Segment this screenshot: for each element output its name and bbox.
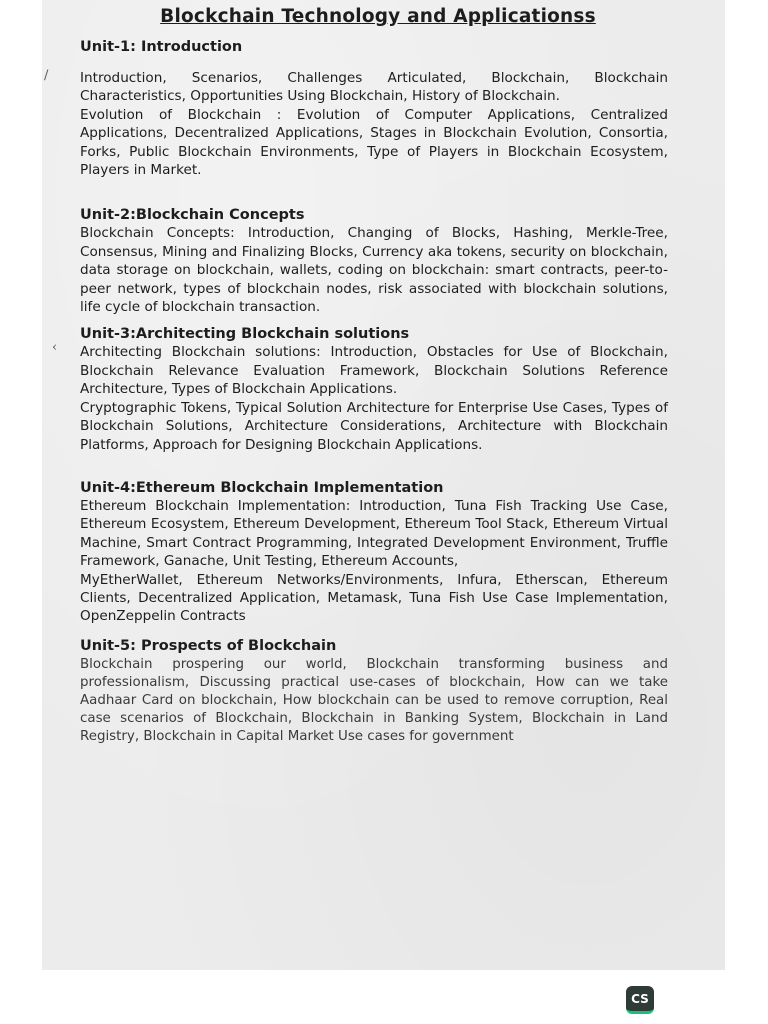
unit-3-section (80, 326, 668, 453)
unit-2-section (80, 207, 668, 316)
pen-mark: / (44, 68, 49, 83)
unit-1-paragraph: Introduction, Scenarios, Challenges Articulated, Blockchain, Blockchain Characteristics, Opportunities Using Blockchain, History of Blockchain. (80, 70, 668, 105)
unit-4-heading: Unit-4:Ethereum Blockchain Implementation (80, 479, 444, 496)
unit-5-paragraph: Blockchain prospering our world, Blockchain transforming business and professionalism, Discussing practical use-cases of blockchain, How can we take Aadhaar Card on blockchain, How blockchain can be used to remove corruption, Real case scenarios of Blockchain, Blockchain in Banking System, Blockchain in Land Registry, Blockchain in Capital Market Use cases for government (80, 656, 668, 744)
unit-2-body (80, 224, 668, 316)
unit-1-body (80, 69, 668, 179)
unit-2-paragraph: Blockchain Concepts: Introduction, Changing of Blocks, Hashing, Merkle-Tree, Consensus, Mining and Finalizing Blocks, Currency aka tokens, security on blockchain, data storage on blockchain, wallets, coding on blockchain: smart contracts, peer-to-peer network, types of blockchain nodes, risk associated with blockchain solutions, life cycle of blockchain transaction. (80, 225, 668, 316)
unit-3-paragraph: Cryptographic Tokens, Typical Solution Architecture for Enterprise Use Cases, Types of Blockchain Solutions, Architecture Considerations, Architecture with Blockchain Platforms, Approach for Designing Blockchain Applications. (80, 399, 668, 453)
unit-1-section (80, 39, 668, 179)
unit-5-section (80, 638, 668, 746)
unit-4-paragraph: Ethereum Blockchain Implementation: Introduction, Tuna Fish Tracking Use Case, Ethereum Ecosystem, Ethereum Development, Ethereum Tool Stack, Ethereum Virtual Machine, Smart Contract Programming, Integrated Development Environment, Truffle Framework, Ganache, Unit Testing, Ethereum Accounts, (80, 497, 668, 570)
document-page (80, 6, 668, 746)
unit-1-paragraph: Evolution of Blockchain : Evolution of Computer Applications, Centralized Applications, Decentralized Applications, Stages in Blockchain Evolution, Consortia, Forks, Public Blockchain Environments, Type of Players in Blockchain Ecosystem, Players in Market. (80, 106, 668, 179)
unit-3-body (80, 343, 668, 453)
camscanner-logo-icon: CS (626, 986, 654, 1014)
unit-3-paragraph: Architecting Blockchain solutions: Introduction, Obstacles for Use of Blockchain, Blockchain Relevance Evaluation Framework, Blockchain Solutions Reference Architecture, Types of Blockchain Applications. (80, 344, 668, 398)
unit-5-heading: Unit-5: Prospects of Blockchain (80, 637, 337, 654)
unit-3-heading: Unit-3:Architecting Blockchain solutions (80, 326, 410, 343)
unit-4-body (80, 497, 668, 626)
unit-2-heading: Unit-2:Blockchain Concepts (80, 207, 305, 224)
pen-mark: ‹ (52, 340, 58, 355)
unit-1-heading: Unit-1: Introduction (80, 39, 243, 55)
document-title: Blockchain Technology and Applicationss (160, 6, 596, 27)
unit-4-section (80, 480, 668, 626)
unit-4-paragraph: MyEtherWallet, Ethereum Networks/Environments, Infura, Etherscan, Ethereum Clients, Decentralized Application, Metamask, Tuna Fish Use Case Implementation, OpenZeppelin Contracts (80, 571, 668, 625)
unit-5-body (80, 656, 668, 746)
